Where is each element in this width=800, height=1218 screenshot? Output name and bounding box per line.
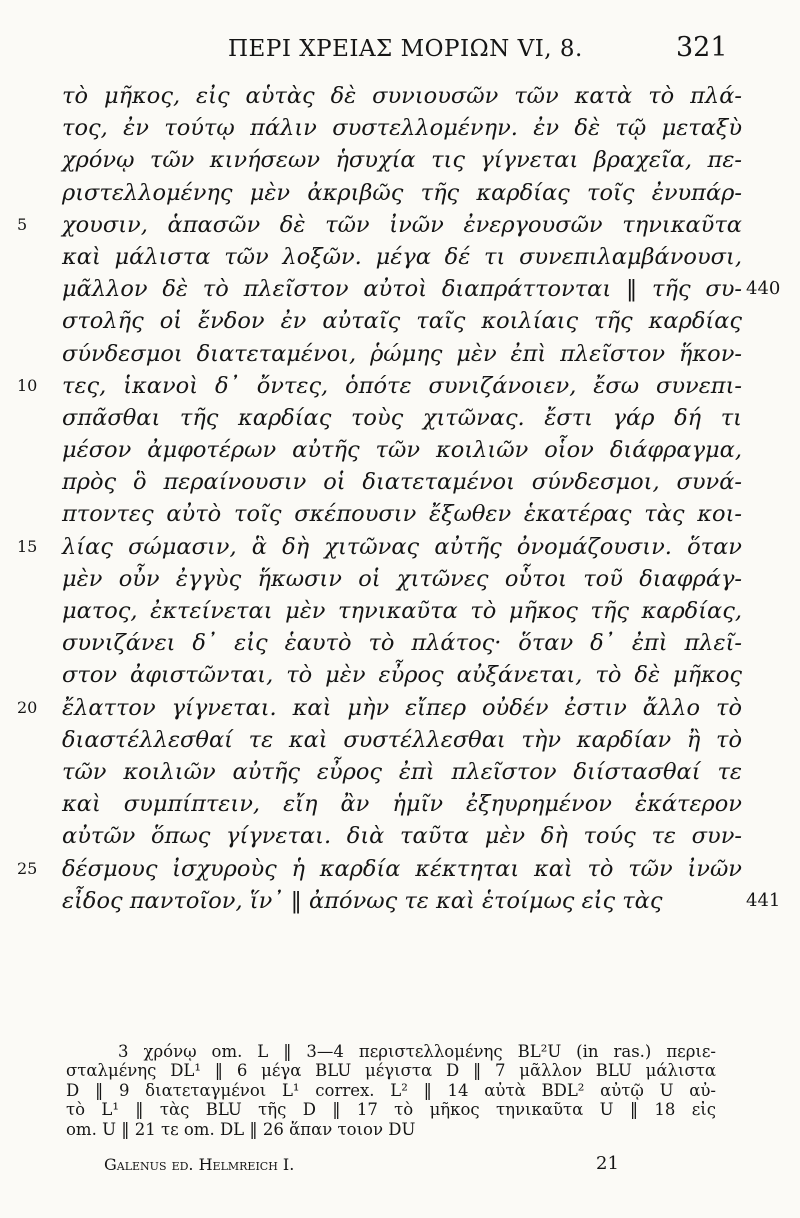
text-line [0, 853, 800, 885]
apparatus-text: om. U ‖ 21 τε om. DL ‖ 26 ἅπαν τοιον DU [66, 1119, 416, 1139]
line-text: διαστέλλεσθαί τε καὶ συστέλλεσθαι τὴν καρδίαν ἢ τὸ [62, 726, 742, 753]
apparatus-line [0, 1100, 800, 1119]
line-text: αὐτῶν ὅπως γίγνεται. διὰ ταῦτα μὲν δὴ τούς τε συν- [62, 823, 742, 850]
line-number: 5 [17, 214, 28, 234]
text-line [0, 885, 800, 917]
text-line [0, 273, 800, 305]
text-line [0, 241, 800, 273]
line-number: 15 [17, 536, 38, 556]
line-number: 25 [17, 858, 38, 878]
apparatus-line [0, 1061, 800, 1080]
line-text: χουσιν, ἁπασῶν δὲ τῶν ἰνῶν ἐνεργουσῶν τηνικαῦτα [62, 211, 742, 238]
text-line [0, 627, 800, 659]
margin-page-reference: 441 [746, 889, 781, 911]
text-line [0, 466, 800, 498]
line-text: τες, ἱκανοὶ δ᾽ ὄντες, ὁπότε συνιζάνοιεν, ἔσω συνεπι- [62, 372, 742, 399]
line-text: πτοντες αὐτὸ τοῖς σκέπουσιν ἔξωθεν ἑκατέρας τὰς κοι- [62, 501, 742, 528]
text-line [0, 788, 800, 820]
text-line [0, 338, 800, 370]
text-line [0, 692, 800, 724]
apparatus-line [0, 1120, 800, 1139]
text-line [0, 402, 800, 434]
text-line [0, 595, 800, 627]
signature-mark: 21 [596, 1153, 619, 1174]
line-text: στον ἀφιστῶνται, τὸ μὲν εὖρος αὐξάνεται, τὸ δὲ μῆκος [62, 662, 742, 689]
text-line [0, 209, 800, 241]
line-text: καὶ συμπίπτειν, εἴη ἂν ἡμῖν ἐξηυρημένον ἑκάτερον [62, 791, 742, 818]
critical-apparatus [0, 1042, 800, 1139]
apparatus-text: D ‖ 9 διατεταγμένοι L¹ correx. L² ‖ 14 αὐτὰ BDL² αὐτῷ U αὐ- [66, 1080, 716, 1100]
line-text: μὲν οὖν ἐγγὺς ἥκωσιν οἱ χιτῶνες οὗτοι τοῦ διαφράγ- [62, 565, 742, 592]
line-text: σπᾶσθαι τῆς καρδίας τοὺς χιτῶνας. ἔστι γάρ δή τι [62, 404, 742, 431]
page-footer [0, 1155, 800, 1185]
page-header [0, 32, 800, 72]
text-line [0, 144, 800, 176]
line-text: μᾶλλον δὲ τὸ πλεῖστον αὐτοὶ διαπράττονται ‖ τῆς συ- [62, 276, 742, 303]
line-text: μέσον ἀμφοτέρων αὐτῆς τῶν κοιλιῶν οἷον διάφραγμα, [62, 437, 742, 464]
apparatus-line [0, 1042, 800, 1061]
text-line [0, 305, 800, 337]
line-text: τῶν κοιλιῶν αὐτῆς εὖρος ἐπὶ πλεῖστον διίστασθαί τε [62, 758, 742, 785]
text-line [0, 80, 800, 112]
page-number: 321 [676, 32, 728, 63]
text-line [0, 177, 800, 209]
text-line [0, 370, 800, 402]
line-number: 20 [17, 697, 38, 717]
line-number: 10 [17, 375, 38, 395]
line-text: ἔλαττον γίγνεται. καὶ μὴν εἴπερ οὐδέν ἐστιν ἄλλο τὸ [62, 694, 742, 721]
main-text [0, 80, 800, 917]
text-line [0, 563, 800, 595]
line-text: ματος, ἐκτείνεται μὲν τηνικαῦτα τὸ μῆκος τῆς καρδίας, [62, 598, 742, 624]
line-text: στολῆς οἱ ἔνδον ἐν αὐταῖς ταῖς κοιλίαις τῆς καρδίας [62, 308, 742, 335]
text-line [0, 659, 800, 691]
text-line [0, 531, 800, 563]
line-text: πρὸς ὃ περαίνουσιν οἱ διατεταμένοι σύνδεσμοι, συνά- [62, 469, 742, 496]
line-text: τος, ἐν τούτῳ πάλιν συστελλομένην. ἐν δὲ τῷ μεταξὺ [62, 115, 742, 142]
apparatus-text: σταλμένης DL¹ ‖ 6 μέγα BLU μέγιστα D ‖ 7 μᾶλλον BLU μάλιστα [66, 1061, 716, 1081]
line-text: λίας σώμασιν, ἃ δὴ χιτῶνας αὐτῆς ὀνομάζουσιν. ὅταν [62, 533, 742, 560]
apparatus-line [0, 1081, 800, 1100]
edition-note: Galenus ed. Helmreich I. [104, 1155, 295, 1174]
line-text: συνιζάνει δ᾽ εἰς ἑαυτὸ τὸ πλάτος· ὅταν δ᾽ ἐπὶ πλεῖ- [62, 630, 742, 657]
text-line [0, 112, 800, 144]
line-text: σύνδεσμοι διατεταμένοι, ῥώμης μὲν ἐπὶ πλεῖστον ἥκον- [62, 340, 742, 367]
running-title: ΠΕΡΙ ΧΡΕΙΑΣ ΜΟΡΙΩΝ VI, 8. [228, 36, 583, 62]
line-text: τὸ μῆκος, εἰς αὑτὰς δὲ συνιουσῶν τῶν κατὰ τὸ πλά- [62, 83, 742, 109]
text-line [0, 820, 800, 852]
text-line [0, 498, 800, 530]
margin-page-reference: 440 [746, 278, 781, 300]
text-line [0, 434, 800, 466]
text-line [0, 756, 800, 788]
apparatus-text: 3 χρόνῳ om. L ‖ 3—4 περιστελλομένης BL²U (in ras.) περιε- [118, 1042, 716, 1061]
line-text: ριστελλομένης μὲν ἀκριβῶς τῆς καρδίας τοῖς ἐνυπάρ- [62, 179, 742, 206]
line-text: χρόνῳ τῶν κινήσεων ἡσυχία τις γίγνεται βραχεῖα, πε- [62, 147, 742, 174]
apparatus-text: τὸ L¹ ‖ τὰς BLU τῆς D ‖ 17 τὸ μῆκος τηνικαῦτα U ‖ 18 εἰς [66, 1100, 716, 1120]
line-text: εἶδος παντοῖον, ἵν᾽ ‖ ἀπόνως τε καὶ ἑτοίμως εἰς τὰς [62, 887, 663, 914]
text-line [0, 724, 800, 756]
line-text: καὶ μάλιστα τῶν λοξῶν. μέγα δέ τι συνεπιλαμβάνουσι, [62, 243, 742, 270]
line-text: δέσμους ἰσχυροὺς ἡ καρδία κέκτηται καὶ τὸ τῶν ἰνῶν [62, 855, 742, 882]
